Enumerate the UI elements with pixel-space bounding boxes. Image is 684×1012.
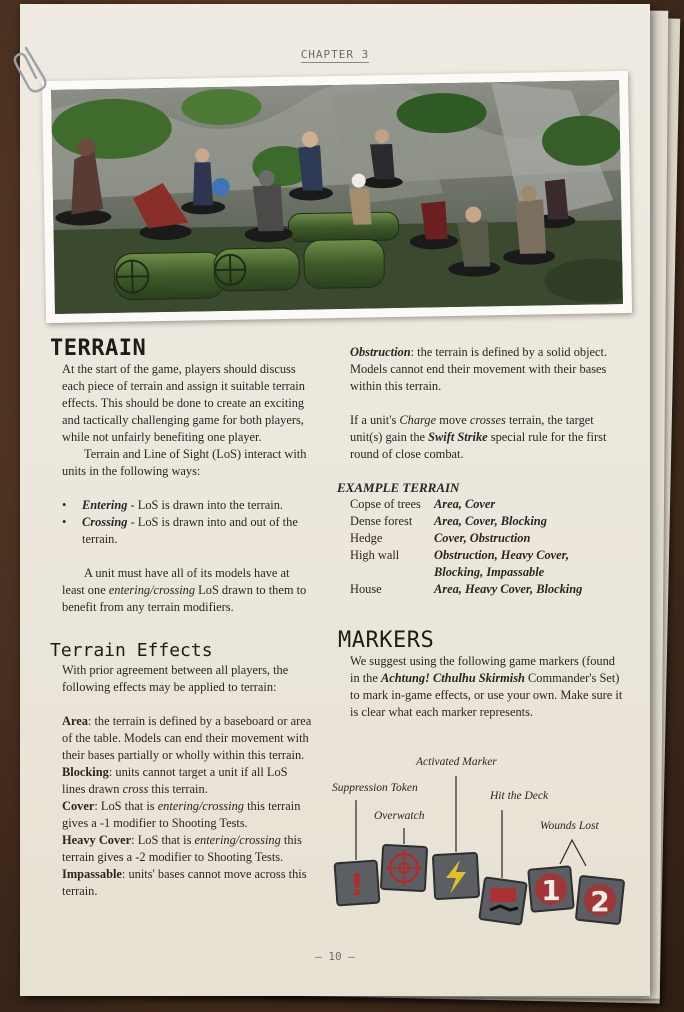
- chapter-label: CHAPTER 3: [300, 48, 370, 61]
- table-row: [350, 496, 604, 513]
- overwatch-marker: [381, 845, 427, 891]
- terrain-value: Area, Cover: [434, 497, 496, 511]
- markers-text-2: Commander's Set) to mark in-game effects, or use your own. Make sure it is clear what each marker represents.: [350, 671, 623, 719]
- effects-body: [50, 662, 312, 900]
- impassable-text: : units' bases cannot move across this terrain.: [62, 867, 307, 898]
- effect-cover: [62, 798, 312, 832]
- model-rule-part-2: LoS drawn to them to benefit from any terrain modifiers.: [62, 583, 307, 614]
- table-row: [350, 530, 604, 547]
- markers-text: [338, 653, 623, 721]
- page-number: — 10 —: [315, 950, 355, 963]
- terrain-name: High wall: [350, 548, 400, 562]
- example-terrain-block: [337, 479, 627, 598]
- terrain-value: Area, Heavy Cover, Blocking: [434, 582, 583, 596]
- cover-em: entering/crossing: [157, 799, 244, 813]
- charge-rule: [350, 412, 620, 463]
- model-rule-part-1: A unit must have all of its models have at least one: [62, 566, 290, 597]
- effect-impassable: [62, 866, 312, 900]
- effect-heavy-cover: [62, 832, 312, 866]
- blocking-term: Blocking: [62, 765, 109, 779]
- blocking-text-1: : units cannot target a unit if all LoS lines drawn: [62, 765, 288, 796]
- left-column: [50, 337, 312, 900]
- los-intro: Terrain and Line of Sight (LoS) interact with units in the following ways:: [62, 447, 307, 478]
- effect-area: [62, 713, 312, 764]
- entering-term: Entering: [82, 498, 128, 512]
- cover-text-2: this terrain gives a -1 modifier to Shooting Tests.: [62, 799, 301, 830]
- label-activated-marker: Activated Marker: [416, 756, 497, 768]
- example-terrain-heading: EXAMPLE TERRAIN: [337, 480, 460, 495]
- wound-marker-1: [528, 866, 574, 912]
- heavy-cover-term: Heavy Cover: [62, 833, 132, 847]
- paperclip-icon: [12, 40, 52, 110]
- charge-part-3: terrain, the target unit(s) gain the: [350, 413, 594, 444]
- area-term: Area: [62, 714, 88, 728]
- heavy-cover-text-1: : LoS that is: [131, 833, 195, 847]
- miniatures-photo: [51, 80, 623, 314]
- obstruction-term: Obstruction: [350, 345, 411, 359]
- terrain-effects-heading: Terrain Effects: [50, 640, 213, 661]
- markers-illustration: [332, 754, 632, 964]
- bullet-entering: [50, 497, 312, 514]
- crossing-text: - LoS is drawn into and out of the terrain.: [82, 515, 298, 546]
- crossing-term: Crossing: [82, 515, 128, 529]
- blocking-text-2: this terrain.: [148, 782, 208, 796]
- heavy-cover-text-2: this terrain gives a -2 modifier to Shooting Tests.: [62, 833, 302, 864]
- terrain-name: House: [350, 582, 382, 596]
- photo-frame: [42, 71, 632, 323]
- model-rule: [50, 565, 312, 616]
- table-row: [350, 581, 604, 598]
- cover-term: Cover: [62, 799, 95, 813]
- markers-product-name: Achtung! Cthulhu Skirmish: [380, 671, 525, 685]
- terrain-heading: TERRAIN: [50, 336, 147, 361]
- swift-strike-term: Swift Strike: [428, 430, 488, 444]
- effect-obstruction: [350, 344, 620, 395]
- rulebook-page: [20, 4, 650, 996]
- activated-marker: [433, 853, 479, 899]
- heavy-cover-em: entering/crossing: [194, 833, 281, 847]
- effect-blocking: [62, 764, 312, 798]
- label-overwatch: Overwatch: [374, 810, 425, 822]
- terrain-value: Cover, Obstruction: [434, 531, 531, 545]
- charge-part-1: If a unit's: [350, 413, 400, 427]
- terrain-value: Area, Cover, Blocking: [434, 514, 547, 528]
- markers-heading: MARKERS: [338, 628, 435, 653]
- miniatures-scene-illustration: [51, 80, 623, 314]
- label-wounds-lost: Wounds Lost: [540, 820, 599, 832]
- area-text: : the terrain is defined by a baseboard or area of the table. Models can end their movement with their bases partially or wholly within this terrain.: [62, 714, 312, 762]
- wound-1-number: 1: [541, 874, 561, 907]
- bullet-crossing: [50, 514, 312, 548]
- chapter-header: [20, 48, 650, 61]
- right-column-top: [350, 344, 620, 463]
- table-row: [350, 513, 604, 530]
- charge-part-4: special rule for the first round of close combat.: [350, 430, 607, 461]
- terrain-name: Hedge: [350, 531, 383, 545]
- label-hit-the-deck: Hit the Deck: [490, 790, 549, 802]
- los-bullet-list: [50, 497, 312, 548]
- markers-text-1: We suggest using the following game markers (found in the: [350, 654, 616, 685]
- label-suppression-token: Suppression Token: [332, 782, 418, 794]
- effects-intro: With prior agreement between all players, the following effects may be applied to terrain:: [62, 663, 289, 694]
- table-row: [350, 547, 604, 581]
- example-terrain-table: [350, 496, 604, 598]
- impassable-term: Impassable: [62, 867, 122, 881]
- cover-text-1: : LoS that is: [94, 799, 158, 813]
- markers-diagram: [332, 754, 632, 964]
- model-rule-em: entering/crossing: [108, 583, 196, 597]
- entering-text: - LoS is drawn into the terrain.: [127, 498, 283, 512]
- terrain-name: Dense forest: [350, 514, 413, 528]
- obstruction-text: : the terrain is defined by a solid object. Models cannot end their movement with their bases within this terrain.: [350, 345, 608, 393]
- charge-em: Charge: [399, 413, 437, 427]
- hit-the-deck-marker: [479, 877, 526, 924]
- blocking-em: cross: [122, 782, 149, 796]
- wound-marker-2: [576, 876, 624, 924]
- charge-em-2: crosses: [469, 413, 506, 427]
- terrain-name: Copse of trees: [350, 497, 421, 511]
- terrain-value: Obstruction, Heavy Cover, Blocking, Impassable: [434, 548, 569, 579]
- terrain-intro: At the start of the game, players should discuss each piece of terrain and assign it suitable terrain effects. This should be done to create an exciting and tactically challenging game for both players, while not unfairly benefiting one player.: [62, 362, 305, 444]
- suppression-token: [335, 861, 380, 906]
- charge-part-2: move: [436, 413, 470, 427]
- wound-2-number: 2: [590, 885, 610, 918]
- suppression-token-symbol: !: [350, 868, 364, 903]
- markers-block: [338, 629, 623, 721]
